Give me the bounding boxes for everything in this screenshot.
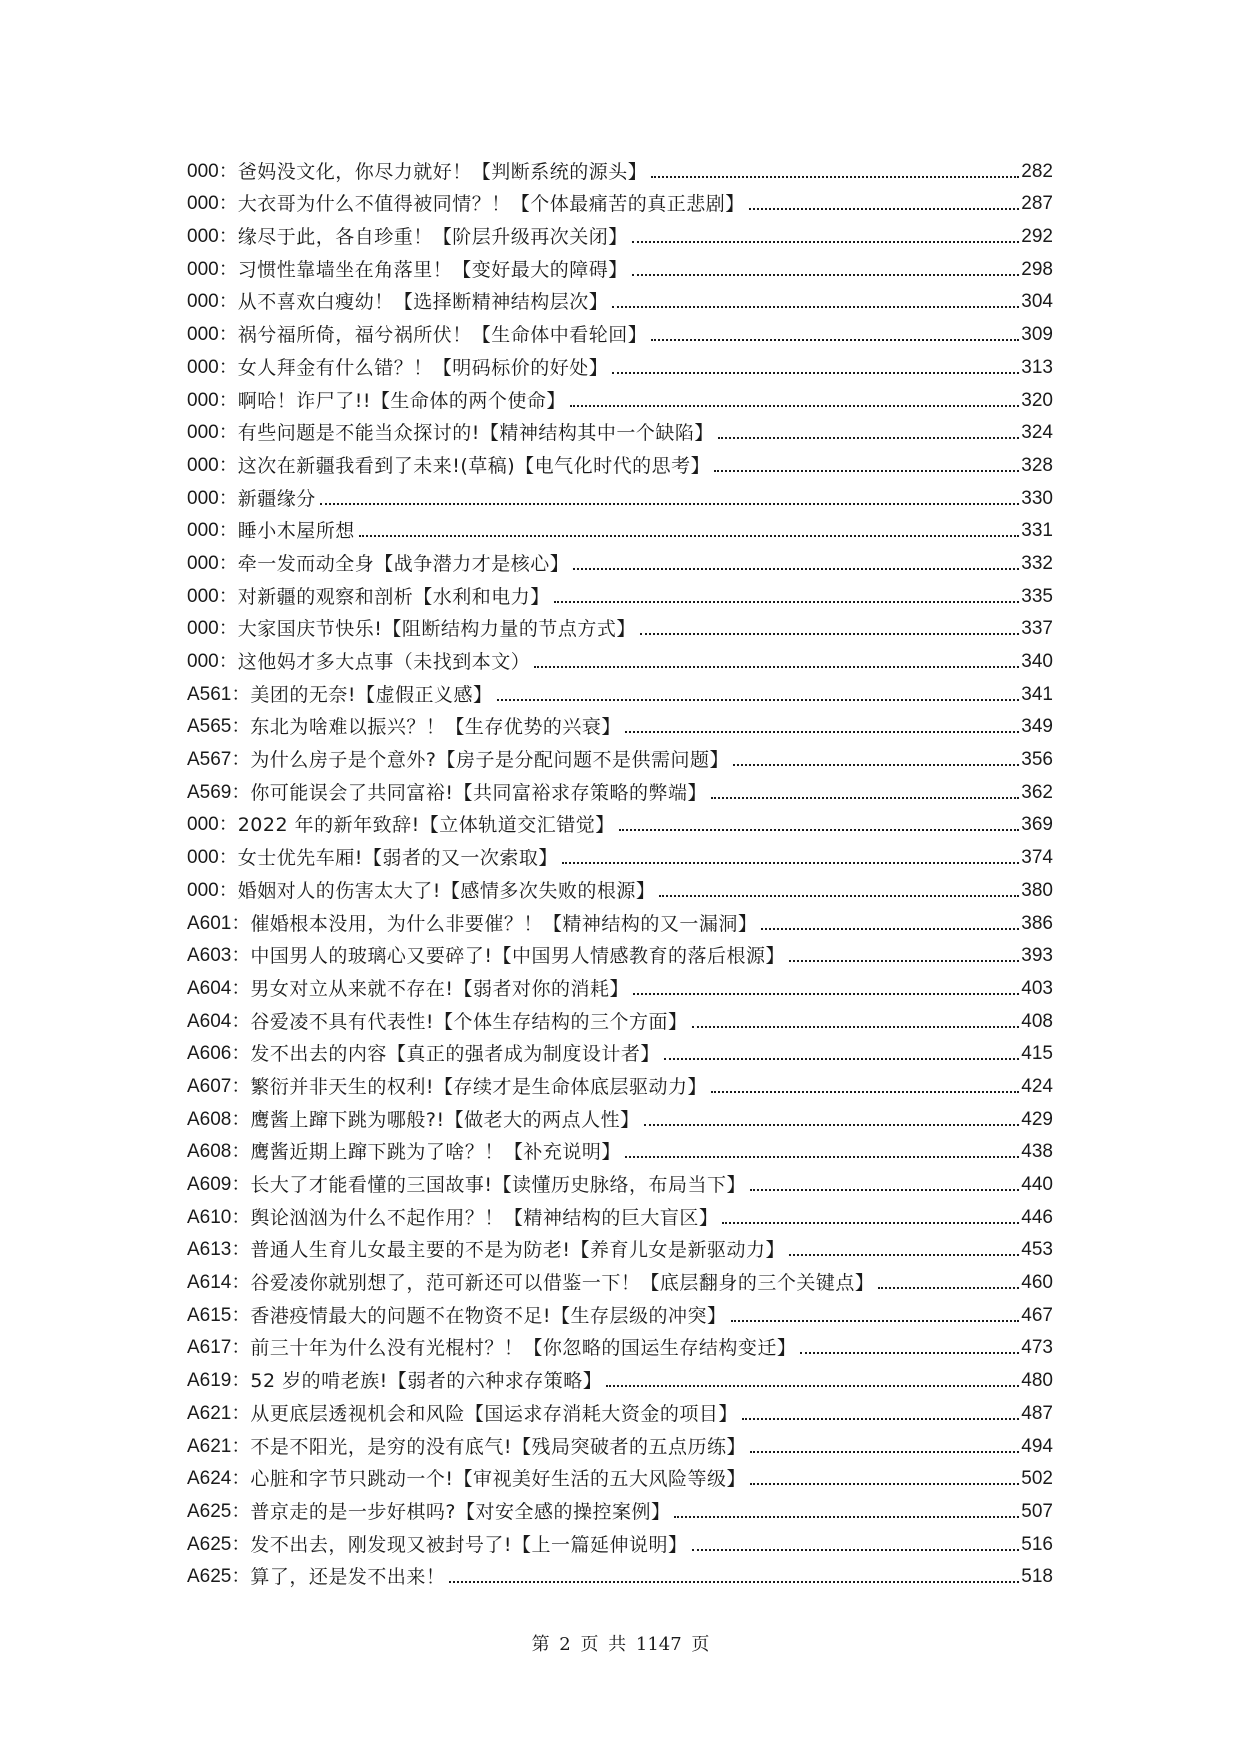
- toc-entry-code: 000：: [187, 487, 238, 509]
- toc-entry[interactable]: [187, 1359, 1053, 1392]
- toc-entry-title: 算了，还是发不出来！: [250, 1566, 446, 1589]
- toc-entry-page-number: 438: [1021, 1141, 1053, 1163]
- toc-entry-code: A607：: [187, 1075, 251, 1097]
- toc-entry-title: 习惯性靠墙坐在角落里！【变好最大的障碍】: [237, 258, 628, 281]
- toc-entry-code: A625：: [187, 1566, 251, 1588]
- toc-entry[interactable]: [187, 608, 1053, 641]
- toc-dot-leader: [359, 535, 1020, 537]
- toc-entry-page-number: 340: [1021, 651, 1053, 672]
- toc-entry[interactable]: [187, 313, 1053, 346]
- toc-dot-leader: [625, 731, 1019, 733]
- toc-entry-title: 新疆缘分: [237, 487, 316, 510]
- toc-dot-leader: [750, 1451, 1019, 1453]
- toc-entry-code: 000：: [187, 193, 238, 215]
- toc-dot-leader: [711, 797, 1019, 799]
- toc-dot-leader: [562, 862, 1019, 864]
- toc-entry-title: 这次在新疆我看到了未来!(草稿)【电气化时代的思考】: [237, 454, 711, 477]
- toc-entry-title: 你可能误会了共同富裕!【共同富裕求存策略的弊端】: [250, 781, 707, 804]
- toc-entry-code: 000：: [187, 291, 238, 313]
- toc-entry-code: A614：: [187, 1272, 251, 1294]
- toc-entry-title: 男女对立从来就不存在!【弱者对你的消耗】: [250, 977, 629, 1000]
- toc-entry[interactable]: [187, 444, 1053, 477]
- toc-entry-code: 000：: [187, 258, 238, 280]
- toc-entry[interactable]: [187, 1294, 1053, 1327]
- toc-dot-leader: [573, 568, 1019, 570]
- toc-dot-leader: [659, 895, 1019, 897]
- toc-entry-title: 对新疆的观察和剖析【水利和电力】: [237, 585, 550, 608]
- toc-entry-title: 舆论汹汹为什么不起作用？！【精神结构的巨大盲区】: [250, 1206, 719, 1229]
- toc-entry-page-number: 507: [1021, 1500, 1053, 1522]
- toc-dot-leader: [449, 1581, 1019, 1583]
- toc-entry-title: 这他妈才多大点事（未找到本文）: [237, 651, 531, 673]
- toc-entry-page-number: 494: [1021, 1435, 1053, 1457]
- toc-entry-code: A561：: [187, 683, 251, 705]
- toc-entry-title: 缘尽于此，各自珍重！【阶层升级再次关闭】: [237, 226, 628, 249]
- toc-entry-page-number: 403: [1021, 977, 1053, 999]
- page-footer: 第 2 页 共 1147 页: [531, 1634, 710, 1655]
- toc-entry-page-number: 356: [1021, 749, 1053, 771]
- toc-entry-title: 普京走的是一步好棋吗?【对安全感的操控案例】: [250, 1500, 671, 1523]
- toc-entry-title: 啊哈！诈尸了!!【生命体的两个使命】: [237, 389, 566, 412]
- toc-entry-title: 美团的无奈!【虚假正义感】: [250, 683, 493, 706]
- toc-entry-page-number: 335: [1021, 585, 1053, 607]
- toc-entry-title: 女人拜金有什么错？！【明码标价的好处】: [237, 356, 609, 379]
- toc-entry[interactable]: [187, 836, 1053, 869]
- toc-entry-code: A610：: [187, 1206, 251, 1228]
- toc-entry-title: 普通人生育儿女最主要的不是为防老!【养育儿女是新驱动力】: [250, 1239, 785, 1262]
- toc-dot-leader: [633, 993, 1019, 995]
- toc-dot-leader: [644, 1124, 1020, 1126]
- toc-entry-code: 000：: [187, 324, 238, 346]
- toc-entry-title: 东北为啥难以振兴？！【生存优势的兴衰】: [250, 716, 621, 739]
- toc-entry[interactable]: [187, 1327, 1053, 1360]
- toc-entry-page-number: 502: [1021, 1468, 1053, 1490]
- toc-entry[interactable]: [187, 1490, 1053, 1523]
- toc-dot-leader: [761, 928, 1019, 930]
- toc-entry-title: 睡小木屋所想: [237, 520, 355, 543]
- toc-entry[interactable]: [187, 1163, 1053, 1196]
- toc-dot-leader: [878, 1287, 1019, 1289]
- toc-entry-title: 前三十年为什么没有光棍村？！【你忽略的国运生存结构变迁】: [250, 1337, 797, 1360]
- toc-dot-leader: [722, 1222, 1019, 1224]
- toc-entry-code: 000：: [187, 552, 238, 574]
- toc-entry-title: 鹰酱上蹿下跳为哪般?!【做老大的两点人性】: [250, 1108, 640, 1131]
- toc-entry[interactable]: [187, 1065, 1053, 1098]
- toc-dot-leader: [692, 1026, 1020, 1028]
- toc-entry[interactable]: [187, 804, 1053, 837]
- toc-entry-page-number: 446: [1021, 1206, 1053, 1228]
- toc-entry-page-number: 393: [1021, 945, 1053, 967]
- toc-dot-leader: [749, 208, 1020, 210]
- toc-entry-title: 长大了才能看懂的三国故事!【读懂历史脉络，布局当下】: [250, 1174, 746, 1196]
- toc-entry[interactable]: [187, 1458, 1053, 1491]
- toc-entry[interactable]: [187, 771, 1053, 804]
- toc-entry-page-number: 467: [1021, 1304, 1053, 1326]
- toc-entry-code: A609：: [187, 1174, 251, 1195]
- toc-entry-page-number: 473: [1021, 1337, 1053, 1359]
- toc-entry[interactable]: [187, 1523, 1053, 1556]
- toc-dot-leader: [625, 1156, 1019, 1158]
- toc-entry-page-number: 380: [1021, 879, 1053, 901]
- toc-dot-leader: [718, 437, 1019, 439]
- toc-entry[interactable]: [187, 1000, 1053, 1033]
- toc-entry-title: 发不出去，刚发现又被封号了!【上一篇延伸说明】: [250, 1533, 688, 1556]
- toc-entry[interactable]: [187, 967, 1053, 1000]
- toc-dot-leader: [674, 1516, 1019, 1518]
- toc-entry-code: 000：: [187, 389, 238, 411]
- toc-entry-code: A625：: [187, 1533, 251, 1555]
- toc-entry-page-number: 480: [1021, 1370, 1053, 1392]
- toc-entry-title: 心脏和字节只跳动一个!【审视美好生活的五大风险等级】: [250, 1468, 746, 1491]
- toc-dot-leader: [789, 960, 1019, 962]
- table-of-contents: [187, 150, 1053, 1588]
- toc-entry-page-number: 332: [1021, 552, 1053, 574]
- toc-entry-page-number: 330: [1021, 487, 1053, 509]
- toc-entry-page-number: 453: [1021, 1239, 1053, 1261]
- toc-entry[interactable]: [187, 706, 1053, 739]
- toc-dot-leader: [612, 306, 1019, 308]
- toc-entry-title: 爸妈没文化，你尽力就好！【判断系统的源头】: [237, 160, 648, 183]
- toc-entry[interactable]: [187, 248, 1053, 281]
- toc-entry-page-number: 518: [1021, 1566, 1053, 1588]
- toc-dot-leader: [554, 601, 1020, 603]
- toc-entry-code: A604：: [187, 977, 251, 999]
- toc-entry-page-number: 304: [1021, 291, 1053, 313]
- toc-entry-page-number: 408: [1021, 1010, 1053, 1032]
- toc-entry-title: 祸兮福所倚，福兮祸所伏！【生命体中看轮回】: [237, 324, 648, 347]
- toc-entry-title: 52 岁的啃老族!【弱者的六种求存策略】: [250, 1370, 603, 1393]
- toc-entry-title: 鹰酱近期上蹿下跳为了啥？！【补充说明】: [250, 1141, 621, 1164]
- toc-dot-leader: [742, 1418, 1019, 1420]
- toc-entry-title: 不是不阳光，是穷的没有底气!【残局突破者的五点历练】: [250, 1435, 746, 1458]
- toc-entry[interactable]: [187, 379, 1053, 412]
- toc-entry-code: A601：: [187, 912, 251, 934]
- toc-entry-title: 繁衍并非天生的权利!【存续才是生命体底层驱动力】: [250, 1075, 707, 1098]
- toc-entry-code: A569：: [187, 781, 251, 803]
- toc-entry-page-number: 429: [1021, 1108, 1053, 1130]
- toc-dot-leader: [733, 764, 1019, 766]
- toc-entry[interactable]: [187, 477, 1053, 510]
- toc-entry[interactable]: [187, 150, 1053, 183]
- toc-entry-page-number: 337: [1021, 618, 1053, 640]
- toc-entry-code: 000：: [187, 520, 238, 542]
- toc-entry-title: 谷爱凌不具有代表性!【个体生存结构的三个方面】: [250, 1010, 688, 1033]
- toc-entry[interactable]: [187, 869, 1053, 902]
- toc-entry-code: A617：: [187, 1337, 251, 1359]
- toc-entry-page-number: 320: [1021, 389, 1053, 411]
- toc-dot-leader: [612, 372, 1019, 374]
- toc-entry[interactable]: [187, 1131, 1053, 1164]
- toc-dot-leader: [640, 633, 1019, 635]
- toc-entry-title: 从不喜欢白瘦幼！【选择断精神结构层次】: [237, 291, 609, 314]
- toc-dot-leader: [731, 1320, 1020, 1322]
- toc-entry-code: A606：: [187, 1043, 251, 1065]
- toc-entry[interactable]: [187, 902, 1053, 935]
- toc-entry-page-number: 362: [1021, 781, 1053, 803]
- toc-entry[interactable]: [187, 1556, 1053, 1589]
- toc-entry-title: 为什么房子是个意外?【房子是分配问题不是供需问题】: [250, 749, 729, 772]
- toc-entry[interactable]: [187, 1392, 1053, 1425]
- toc-entry-title: 从更底层透视机会和风险【国运求存消耗大资金的项目】: [250, 1402, 738, 1425]
- toc-entry-code: 000：: [187, 814, 238, 836]
- toc-entry[interactable]: [187, 1033, 1053, 1066]
- toc-entry-page-number: 292: [1021, 226, 1053, 248]
- toc-entry-code: 000：: [187, 454, 238, 476]
- toc-dot-leader: [651, 339, 1019, 341]
- toc-entry-page-number: 440: [1021, 1174, 1053, 1195]
- toc-entry-code: 000：: [187, 356, 238, 378]
- toc-entry-code: A567：: [187, 749, 251, 771]
- toc-entry-code: A608：: [187, 1141, 251, 1163]
- toc-entry-page-number: 487: [1021, 1402, 1053, 1424]
- toc-entry[interactable]: [187, 575, 1053, 608]
- toc-entry[interactable]: [187, 510, 1053, 543]
- toc-entry-title: 发不出去的内容【真正的强者成为制度设计者】: [250, 1043, 660, 1066]
- toc-entry[interactable]: [187, 1425, 1053, 1458]
- toc-entry-code: 000：: [187, 847, 238, 869]
- toc-entry-page-number: 341: [1021, 683, 1053, 705]
- toc-dot-leader: [789, 1254, 1019, 1256]
- toc-entry-title: 女士优先车厢!【弱者的又一次索取】: [237, 847, 558, 870]
- toc-entry-code: A615：: [187, 1304, 251, 1326]
- toc-entry-page-number: 331: [1021, 520, 1053, 542]
- toc-entry-code: 000：: [187, 160, 238, 182]
- toc-entry-title: 催婚根本没用，为什么非要催？！【精神结构的又一漏洞】: [250, 912, 758, 935]
- toc-dot-leader: [534, 666, 1019, 668]
- toc-entry-title: 2022 年的新年致辞!【立体轨道交汇错觉】: [237, 814, 615, 837]
- toc-entry-code: 000：: [187, 422, 238, 444]
- toc-entry[interactable]: [187, 1196, 1053, 1229]
- toc-entry-code: 000：: [187, 585, 238, 607]
- toc-dot-leader: [750, 1483, 1019, 1485]
- toc-entry[interactable]: [187, 1098, 1053, 1131]
- toc-entry-page-number: 309: [1021, 324, 1053, 346]
- toc-entry-page-number: 386: [1021, 912, 1053, 934]
- toc-dot-leader: [750, 1189, 1019, 1191]
- toc-entry[interactable]: [187, 183, 1053, 216]
- toc-entry-code: A604：: [187, 1010, 251, 1032]
- toc-entry-code: A624：: [187, 1468, 251, 1490]
- toc-entry-page-number: 460: [1021, 1272, 1053, 1294]
- toc-entry-page-number: 328: [1021, 454, 1053, 476]
- toc-dot-leader: [714, 470, 1019, 472]
- toc-dot-leader: [606, 1385, 1019, 1387]
- toc-entry[interactable]: [187, 281, 1053, 314]
- toc-dot-leader: [632, 241, 1020, 243]
- toc-dot-leader: [664, 1058, 1019, 1060]
- toc-entry-page-number: 516: [1021, 1533, 1053, 1555]
- toc-dot-leader: [711, 1091, 1019, 1093]
- toc-entry-code: 000：: [187, 226, 238, 248]
- toc-dot-leader: [570, 405, 1019, 407]
- toc-dot-leader: [619, 829, 1020, 831]
- toc-entry[interactable]: [187, 412, 1053, 445]
- toc-dot-leader: [692, 1549, 1020, 1551]
- toc-entry[interactable]: [187, 215, 1053, 248]
- toc-dot-leader: [497, 699, 1020, 701]
- toc-entry-code: 000：: [187, 651, 238, 672]
- toc-entry-code: A608：: [187, 1108, 251, 1130]
- toc-dot-leader: [632, 274, 1020, 276]
- toc-dot-leader: [320, 503, 1020, 505]
- toc-entry-title: 婚姻对人的伤害太大了!【感情多次失败的根源】: [237, 879, 656, 902]
- toc-entry-code: A603：: [187, 945, 251, 967]
- toc-entry-title: 香港疫情最大的问题不在物资不足!【生存层级的冲突】: [250, 1304, 727, 1327]
- toc-entry[interactable]: [187, 1229, 1053, 1262]
- toc-entry-page-number: 369: [1021, 814, 1053, 836]
- toc-entry-title: 中国男人的玻璃心又要碎了!【中国男人情感教育的落后根源】: [250, 945, 785, 968]
- toc-entry-page-number: 298: [1021, 258, 1053, 280]
- toc-entry-page-number: 282: [1021, 160, 1053, 182]
- toc-entry[interactable]: [187, 346, 1053, 379]
- toc-entry-page-number: 415: [1021, 1043, 1053, 1065]
- toc-entry-page-number: 324: [1021, 422, 1053, 444]
- toc-entry-code: A565：: [187, 716, 251, 738]
- toc-entry-code: A613：: [187, 1239, 251, 1261]
- toc-dot-leader: [651, 176, 1019, 178]
- toc-entry[interactable]: [187, 542, 1053, 575]
- toc-entry-page-number: 374: [1021, 847, 1053, 869]
- toc-entry-page-number: 287: [1021, 193, 1053, 215]
- toc-entry-code: A625：: [187, 1500, 251, 1522]
- toc-entry[interactable]: [187, 640, 1053, 673]
- toc-entry-code: 000：: [187, 618, 238, 640]
- toc-entry-code: A619：: [187, 1370, 251, 1392]
- toc-dot-leader: [800, 1352, 1019, 1354]
- toc-entry-page-number: 349: [1021, 716, 1053, 738]
- toc-entry[interactable]: [187, 738, 1053, 771]
- toc-entry-code: 000：: [187, 879, 238, 901]
- toc-entry-code: A621：: [187, 1435, 251, 1457]
- toc-entry-title: 大衣哥为什么不值得被同情？！【个体最痛苦的真正悲剧】: [237, 193, 745, 216]
- toc-entry-page-number: 313: [1021, 356, 1053, 378]
- toc-entry[interactable]: [187, 673, 1053, 706]
- toc-entry-code: A621：: [187, 1402, 251, 1424]
- toc-entry-title: 有些问题是不能当众探讨的!【精神结构其中一个缺陷】: [237, 422, 714, 445]
- toc-entry-page-number: 424: [1021, 1075, 1053, 1097]
- toc-entry[interactable]: [187, 935, 1053, 968]
- toc-entry-title: 大家国庆节快乐!【阻断结构力量的节点方式】: [237, 618, 636, 641]
- toc-entry-title: 牵一发而动全身【战争潜力才是核心】: [237, 552, 570, 575]
- toc-entry-title: 谷爱凌你就别想了，范可新还可以借鉴一下！【底层翻身的三个关键点】: [250, 1272, 875, 1295]
- toc-entry[interactable]: [187, 1261, 1053, 1294]
